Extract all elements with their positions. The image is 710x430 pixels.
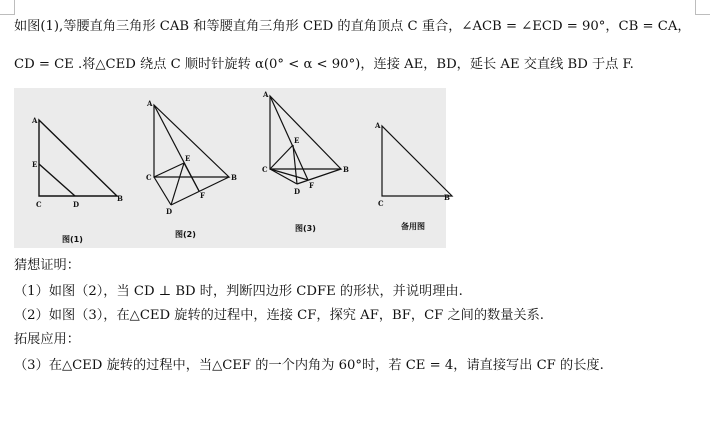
figure-2 <box>154 105 229 205</box>
fig1-label-b: B <box>117 194 123 203</box>
fig2-caption: 图(2) <box>175 230 196 239</box>
fig3-label-b: B <box>343 165 349 174</box>
figure-4 <box>382 126 452 196</box>
fig4-caption: 备用图 <box>401 222 425 231</box>
fig2-label-a: A <box>147 99 153 108</box>
fig1-segment-ed <box>39 164 75 196</box>
fig1-label-d: D <box>73 200 80 209</box>
page-corner-mark-left <box>0 0 15 15</box>
question-3: （3）在△CED 旋转的过程中，当△CEF 的一个内角为 60°时，若 CE = 4，请直接写出 CF 的长度. <box>14 358 604 373</box>
fig3-label-c: C <box>262 165 268 174</box>
fig3-segment-ce <box>270 145 293 169</box>
fig1-label-e: E <box>32 160 38 169</box>
fig2-label-f: F <box>200 191 205 200</box>
fig3-label-d: D <box>294 187 301 196</box>
fig3-line-af <box>270 96 308 180</box>
fig1-label-c: C <box>36 200 42 209</box>
fig3-segment-cf <box>270 169 308 180</box>
fig3-label-a: A <box>263 90 269 99</box>
fig2-label-c: C <box>146 173 152 182</box>
section-heading-conjecture: 猜想证明： <box>14 258 80 273</box>
fig4-label-b: B <box>444 193 450 202</box>
fig2-segment-cd <box>154 177 171 205</box>
problem-statement-line-2: CD = CE .将△CED 绕点 C 顺时针旋转 α(0° < α < 90°)，连接 AE，BD，延长 AE 交直线 BD 于点 F. <box>14 57 634 72</box>
page-corner-mark-right <box>695 0 710 15</box>
fig2-label-e: E <box>185 154 191 163</box>
figure-1 <box>39 120 117 196</box>
fig3-segment-cd <box>270 169 297 184</box>
fig4-triangle-cab <box>382 126 452 196</box>
figures-photo <box>14 88 450 248</box>
fig1-caption: 图(1) <box>62 235 83 244</box>
problem-statement-line-1: 如图(1),等腰直角三角形 CAB 和等腰直角三角形 CED 的直角顶点 C 重合，∠ACB = ∠ECD = 90°，CB = CA， <box>14 19 691 34</box>
fig2-label-d: D <box>166 207 173 216</box>
question-1: （1）如图（2），当 CD ⊥ BD 时，判断四边形 CDFE 的形状，并说明理由. <box>14 284 463 299</box>
figure-3 <box>270 96 341 184</box>
fig1-triangle-cab <box>39 120 117 196</box>
question-2: （2）如图（3），在△CED 旋转的过程中，连接 CF，探究 AF，BF，CF 之间的数量关系. <box>14 308 545 323</box>
fig4-label-a: A <box>375 121 381 130</box>
section-heading-extension: 拓展应用： <box>14 332 80 347</box>
fig3-caption: 图(3) <box>295 224 316 233</box>
figures-svg <box>14 88 450 248</box>
fig2-label-b: B <box>231 173 237 182</box>
fig3-label-f: F <box>309 181 314 190</box>
fig2-segment-ce <box>154 163 184 177</box>
fig4-label-c: C <box>378 199 384 208</box>
fig2-triangle-cab <box>154 105 229 177</box>
fig2-segment-ed <box>171 163 184 205</box>
fig1-label-a: A <box>32 116 38 125</box>
fig3-label-e: E <box>294 136 300 145</box>
